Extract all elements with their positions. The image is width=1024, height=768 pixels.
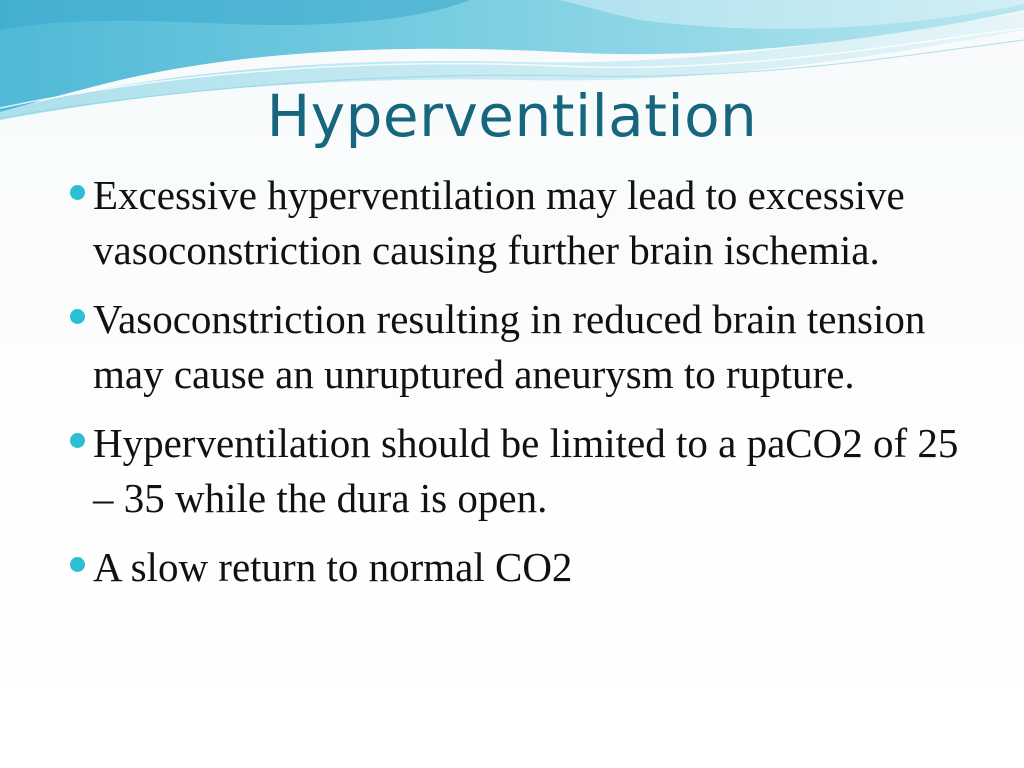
bullet-text: A slow return to normal CO2 [93,544,573,590]
bullet-text: Excessive hyperventilation may lead to excessive vasoconstriction causing further brain ischemia. [93,172,905,273]
bullet-item [64,540,964,595]
bullet-item [64,292,964,402]
bullet-dot-icon [70,433,85,448]
slide-title: Hyperventilation [266,82,758,150]
bullet-item [64,416,964,526]
bullet-text: Vasoconstriction resulting in reduced brain tension may cause an unruptured aneurysm to rupture. [93,296,926,397]
bullet-item [64,168,964,278]
bullet-list [64,168,964,609]
bullet-dot-icon [70,557,85,572]
bullet-dot-icon [70,185,85,200]
bullet-dot-icon [70,309,85,324]
bullet-text: Hyperventilation should be limited to a paCO2 of 25 – 35 while the dura is open. [93,420,959,521]
